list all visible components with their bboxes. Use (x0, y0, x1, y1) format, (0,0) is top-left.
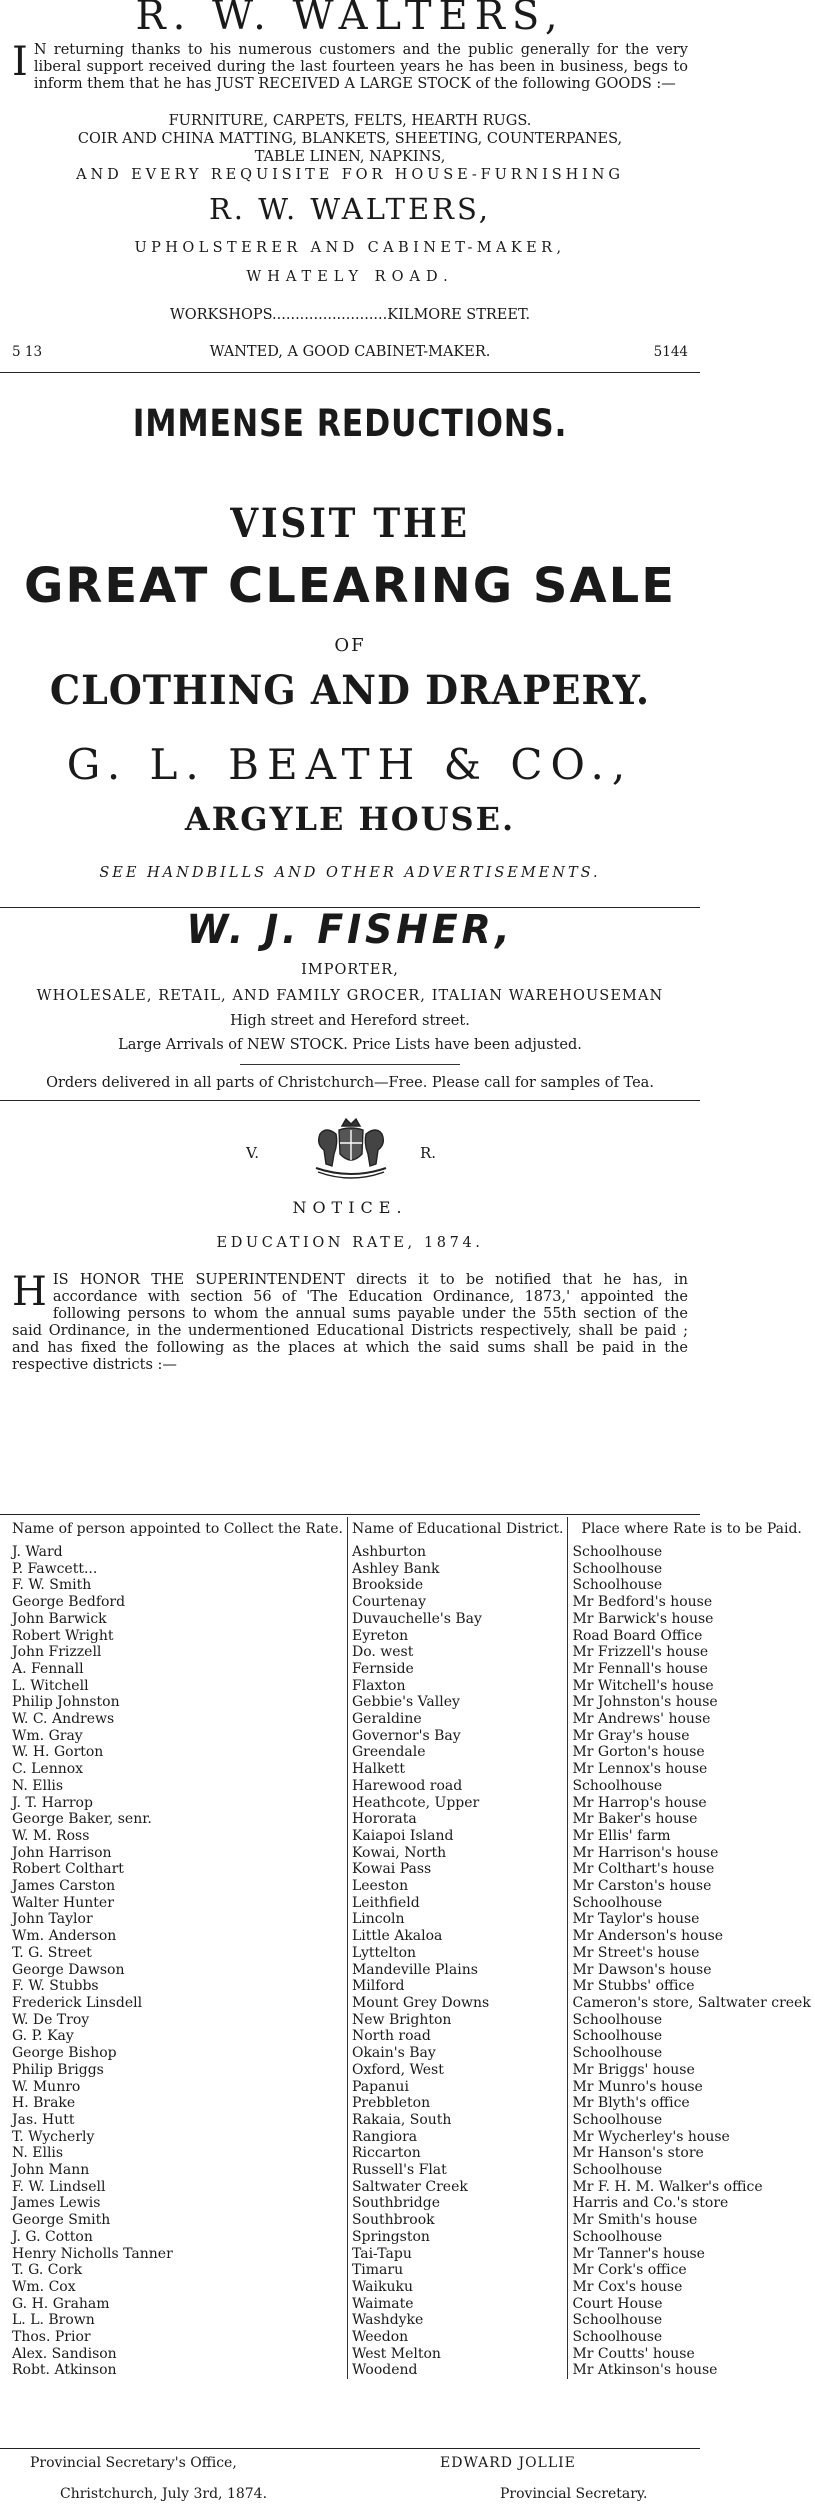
collector-name: Wm. Cox (12, 2278, 76, 2295)
table-row (8, 1694, 815, 1711)
table-row (8, 2346, 815, 2363)
collector-name: G. P. Kay (12, 2028, 74, 2045)
walters-intro-dropcap: I (12, 39, 28, 85)
payment-place: Mr Munro's house (568, 2079, 815, 2096)
district-name: Lyttelton (347, 1945, 567, 1962)
district-name: Hororata (347, 1811, 567, 1828)
district-name: Southbridge (347, 2195, 567, 2212)
table-row (8, 1644, 815, 1661)
notice-heading: NOTICE. (292, 1198, 408, 1217)
payment-place: Schoolhouse (568, 2045, 815, 2062)
beath-handbills: SEE HANDBILLS AND OTHER ADVERTISEMENTS. (99, 865, 601, 881)
royal-coat-of-arms-icon (306, 1114, 396, 1184)
walters-heading: R. W. WALTERS, (135, 0, 565, 39)
district-name: Riccarton (347, 2145, 567, 2162)
district-name: Milford (347, 1978, 567, 1995)
collector-name: Philip Johnston (12, 1694, 120, 1711)
table-row (8, 2246, 815, 2263)
district-name: Kaiapoi Island (347, 1828, 567, 1845)
collector-name: J. Ward (12, 1544, 63, 1560)
walters-intro-text: N returning thanks to his numerous customers and the public generally for the very liberal support received during the last fourteen years he has been in business, begs to inform them that he has JUST RECEIVED A LARGE STOCK of the following GOODS :— (33, 42, 688, 92)
table-row (8, 1628, 815, 1645)
fisher-address: High street and Hereford street. (230, 1013, 470, 1029)
collector-name: Henry Nicholls Tanner (12, 2245, 173, 2262)
table-row (8, 2312, 815, 2329)
collector-name: James Carston (12, 1878, 116, 1895)
fisher-importer: IMPORTER, (301, 962, 399, 978)
table-row (8, 1728, 815, 1745)
walters-goods-line-4: AND EVERY REQUISITE FOR HOUSE-FURNISHING (76, 167, 624, 183)
payment-place: Mr Fennall's house (568, 1661, 815, 1678)
payment-place: Mr Bedford's house (568, 1594, 815, 1611)
collector-name: John Frizzell (12, 1644, 102, 1661)
table-row (8, 2212, 815, 2229)
table-row (8, 1861, 815, 1878)
payment-place: Mr Frizzell's house (568, 1644, 815, 1661)
payment-place: Schoolhouse (568, 1544, 815, 1561)
district-name: Flaxton (347, 1678, 567, 1695)
district-name: Ashburton (347, 1544, 567, 1561)
district-name: North road (347, 2028, 567, 2045)
crest-letter-left: V. (246, 1144, 259, 1162)
collector-name: John Harrison (12, 1844, 112, 1861)
district-name: Tai-Tapu (347, 2246, 567, 2263)
payment-place: Mr Briggs' house (568, 2062, 815, 2079)
table-row (8, 2145, 815, 2162)
collector-name: L. Witchell (12, 1677, 89, 1694)
table-row (8, 2012, 815, 2029)
payment-place: Mr Cox's house (568, 2279, 815, 2296)
district-name: New Brighton (347, 2012, 567, 2029)
payment-place: Mr Harrison's house (568, 1845, 815, 1862)
collector-name: W. De Troy (12, 2011, 90, 2028)
collector-name: George Dawson (12, 1961, 125, 1978)
district-name: Mount Grey Downs (347, 1995, 567, 2012)
table-row (8, 2329, 815, 2346)
payment-place: Mr Stubbs' office (568, 1978, 815, 1995)
table-row (8, 2195, 815, 2212)
payment-place: Mr Anderson's house (568, 1928, 815, 1945)
table-row (8, 1945, 815, 1962)
collector-name: H. Brake (12, 2095, 76, 2112)
district-name: Russell's Flat (347, 2162, 567, 2179)
district-name: Lincoln (347, 1911, 567, 1928)
collector-name: T. G. Cork (12, 2262, 83, 2279)
district-name: Woodend (347, 2362, 567, 2379)
payment-place: Schoolhouse (568, 1895, 815, 1912)
payment-place: Mr Colthart's house (568, 1861, 815, 1878)
notice-title: EDUCATION RATE, 1874. (216, 1235, 484, 1251)
payment-place: Schoolhouse (568, 2012, 815, 2029)
table-row (8, 1878, 815, 1895)
payment-place: Mr Harrop's house (568, 1795, 815, 1812)
payment-place: Mr Smith's house (568, 2212, 815, 2229)
table-row (8, 2112, 815, 2129)
collector-name: James Lewis (12, 2195, 101, 2212)
district-name: Brookside (347, 1577, 567, 1594)
table-row (8, 1995, 815, 2012)
district-name: Leithfield (347, 1895, 567, 1912)
walters-trade: UPHOLSTERER AND CABINET-MAKER, (134, 240, 566, 256)
fisher-heading: W. J. FISHER, (186, 907, 514, 953)
district-name: Duvauchelle's Bay (347, 1611, 567, 1628)
beath-visit: VISIT THE (230, 500, 470, 547)
collector-name: F. W. Smith (12, 1577, 92, 1594)
table-row (8, 1544, 815, 1561)
payment-place: Schoolhouse (568, 2028, 815, 2045)
district-name: Eyreton (347, 1628, 567, 1645)
district-name: Springston (347, 2229, 567, 2246)
walters-address: WHATELY ROAD. (246, 269, 454, 285)
table-row (8, 1828, 815, 1845)
payment-place: Schoolhouse (568, 2162, 815, 2179)
district-name: Kowai Pass (347, 1861, 567, 1878)
table-row (8, 1744, 815, 1761)
district-name: Washdyke (347, 2312, 567, 2329)
walters-ref-left: 5 13 (12, 344, 43, 360)
payment-place: Schoolhouse (568, 2312, 815, 2329)
walters-goods-line-3: TABLE LINEN, NAPKINS, (254, 149, 446, 165)
rates-table-wrapper (8, 1517, 811, 2379)
table-row (8, 2179, 815, 2196)
fisher-trade: WHOLESALE, RETAIL, AND FAMILY GROCER, ITALIAN WAREHOUSEMAN (36, 988, 664, 1004)
walters-subheading: R. W. WALTERS, (208, 192, 492, 226)
table-row (8, 1594, 815, 1611)
collector-name: W. H. Gorton (12, 1744, 104, 1761)
district-name: Courtenay (347, 1594, 567, 1611)
table-row (8, 1895, 815, 1912)
district-name: Ashley Bank (347, 1561, 567, 1578)
payment-place: Mr Street's house (568, 1945, 815, 1962)
district-name: West Melton (347, 2346, 567, 2363)
district-name: Saltwater Creek (347, 2179, 567, 2196)
header-district: Name of Educational District. (347, 1517, 567, 1544)
collector-name: A. Fennall (12, 1660, 84, 1677)
payment-place: Mr Atkinson's house (568, 2362, 815, 2379)
collector-name: N. Ellis (12, 2145, 64, 2162)
district-name: Rakaia, South (347, 2112, 567, 2129)
payment-place: Mr Gorton's house (568, 1744, 815, 1761)
table-row (8, 1661, 815, 1678)
payment-place: Mr Coutts' house (568, 2346, 815, 2363)
payment-place: Mr Ellis' farm (568, 1828, 815, 1845)
rates-table-body (8, 1544, 815, 2379)
district-name: Leeston (347, 1878, 567, 1895)
table-row (8, 1678, 815, 1695)
district-name: Little Akaloa (347, 1928, 567, 1945)
table-row (8, 2296, 815, 2313)
table-row (8, 1611, 815, 1628)
collector-name: W. C. Andrews (12, 1711, 115, 1728)
notice-body-dropcap: H (12, 1269, 47, 1315)
fisher-orders: Orders delivered in all parts of Christchurch—Free. Please call for samples of Tea. (46, 1075, 654, 1091)
collector-name: J. T. Harrop (12, 1794, 93, 1811)
collector-name: Alex. Sandison (12, 2345, 117, 2362)
table-row (8, 2262, 815, 2279)
district-name: Harewood road (347, 1778, 567, 1795)
fisher-arrivals: Large Arrivals of NEW STOCK. Price Lists have been adjusted. (118, 1037, 582, 1053)
walters-goods-line-1: FURNITURE, CARPETS, FELTS, HEARTH RUGS. (168, 113, 532, 129)
divider (0, 1100, 700, 1101)
district-name: Kowai, North (347, 1845, 567, 1862)
footer-signatory: EDWARD JOLLIE (440, 2455, 576, 2471)
walters-ref-right: 5144 (653, 344, 688, 360)
table-row (8, 1978, 815, 1995)
district-name: Okain's Bay (347, 2045, 567, 2062)
payment-place: Harris and Co.'s store (568, 2195, 815, 2212)
payment-place: Mr Baker's house (568, 1811, 815, 1828)
payment-place: Schoolhouse (568, 1561, 815, 1578)
payment-place: Mr Gray's house (568, 1728, 815, 1745)
district-name: Weedon (347, 2329, 567, 2346)
beath-clothing: CLOTHING AND DRAPERY. (49, 667, 651, 714)
payment-place: Mr Barwick's house (568, 1611, 815, 1628)
header-place: Place where Rate is to be Paid. (568, 1517, 815, 1544)
table-row (8, 1561, 815, 1578)
collector-name: George Bedford (12, 1594, 126, 1611)
beath-sale: GREAT CLEARING SALE (24, 558, 676, 614)
collector-name: T. Wycherly (12, 2128, 95, 2145)
collector-name: Thos. Prior (12, 2329, 91, 2346)
collector-name: N. Ellis (12, 1777, 64, 1794)
district-name: Waikuku (347, 2279, 567, 2296)
district-name: Rangiora (347, 2129, 567, 2146)
district-name: Fernside (347, 1661, 567, 1678)
payment-place: Schoolhouse (568, 1577, 815, 1594)
district-name: Halkett (347, 1761, 567, 1778)
fisher-inner-rule (240, 1064, 460, 1065)
beath-headline: IMMENSE REDUCTIONS. (132, 402, 568, 445)
collector-name: W. M. Ross (12, 1827, 90, 1844)
notice-body (12, 1269, 688, 1374)
collector-name: Walter Hunter (12, 1894, 114, 1911)
table-row (8, 2362, 815, 2379)
table-row (8, 1962, 815, 1979)
district-name: Greendale (347, 1744, 567, 1761)
collector-name: F. W. Stubbs (12, 1978, 99, 1995)
table-row (8, 2162, 815, 2179)
collector-name: W. Munro (12, 2078, 81, 2095)
collector-name: John Mann (12, 2162, 90, 2179)
table-bottom-rule (0, 2448, 700, 2449)
collector-name: George Smith (12, 2212, 111, 2229)
payment-place: Schoolhouse (568, 2112, 815, 2129)
collector-name: George Baker, senr. (12, 1811, 152, 1828)
table-row (8, 1778, 815, 1795)
payment-place: Mr Johnston's house (568, 1694, 815, 1711)
payment-place: Schoolhouse (568, 2229, 815, 2246)
payment-place: Mr Wycherley's house (568, 2129, 815, 2146)
walters-workshops: WORKSHOPS.........................KILMORE STREET. (169, 307, 531, 323)
payment-place: Mr Lennox's house (568, 1761, 815, 1778)
notice-body-text: IS HONOR THE SUPERINTENDENT directs it to be notified that he has, in accordance with section 56 of 'The Education Ordinance, 1873,' appointed the following persons to whom the annual sums payable under the 55th section of the said Ordinance, in the undermentioned Educational Districts respectively, shall be paid ; and has fixed the following as the places at which the said sums shall be paid in the respective districts :— (12, 1272, 688, 1373)
collector-name: Frederick Linsdell (12, 1994, 143, 2011)
payment-place: Mr Taylor's house (568, 1911, 815, 1928)
district-name: Papanui (347, 2079, 567, 2096)
payment-place: Mr Andrews' house (568, 1711, 815, 1728)
district-name: Oxford, West (347, 2062, 567, 2079)
payment-place: Mr Dawson's house (568, 1962, 815, 1979)
table-row (8, 1928, 815, 1945)
district-name: Heathcote, Upper (347, 1795, 567, 1812)
district-name: Southbrook (347, 2212, 567, 2229)
beath-of: OF (334, 635, 366, 656)
table-row (8, 1811, 815, 1828)
crest-letter-right: R. (420, 1144, 437, 1162)
payment-place: Mr Cork's office (568, 2262, 815, 2279)
payment-place: Road Board Office (568, 1628, 815, 1645)
district-name: Prebbleton (347, 2095, 567, 2112)
collector-name: J. G. Cotton (12, 2228, 93, 2245)
payment-place: Cameron's store, Saltwater creek (568, 1995, 815, 2012)
payment-place: Mr Hanson's store (568, 2145, 815, 2162)
collector-name: C. Lennox (12, 1761, 84, 1778)
table-row (8, 1845, 815, 1862)
footer-office: Provincial Secretary's Office, (30, 2455, 237, 2471)
payment-place: Mr Carston's house (568, 1878, 815, 1895)
divider (0, 372, 700, 373)
collector-name: John Taylor (12, 1911, 93, 1928)
beath-company: G. L. BEATH & CO., (66, 740, 634, 789)
table-row (8, 1711, 815, 1728)
district-name: Do. west (347, 1644, 567, 1661)
table-row (8, 2229, 815, 2246)
payment-place: Mr Tanner's house (568, 2246, 815, 2263)
district-name: Mandeville Plains (347, 1962, 567, 1979)
collector-name: L. L. Brown (12, 2312, 95, 2329)
header-collector: Name of person appointed to Collect the Rate. (12, 1521, 343, 1537)
district-name: Geraldine (347, 1711, 567, 1728)
table-row (8, 2079, 815, 2096)
payment-place: Court House (568, 2296, 815, 2313)
payment-place: Mr Blyth's office (568, 2095, 815, 2112)
collector-name: Robert Colthart (12, 1861, 124, 1878)
collector-name: Wm. Gray (12, 1727, 83, 1744)
rates-table (8, 1517, 815, 2379)
table-row (8, 2062, 815, 2079)
table-row (8, 2095, 815, 2112)
table-row (8, 2045, 815, 2062)
table-top-rule (0, 1514, 700, 1515)
collector-name: Philip Briggs (12, 2061, 104, 2078)
collector-name: John Barwick (12, 1610, 107, 1627)
table-row (8, 1761, 815, 1778)
collector-name: G. H. Graham (12, 2295, 110, 2312)
table-row (8, 1795, 815, 1812)
collector-name: Wm. Anderson (12, 1928, 117, 1945)
collector-name: P. Fawcett... (12, 1560, 98, 1577)
collector-name: Robt. Atkinson (12, 2362, 117, 2379)
collector-name: F. W. Lindsell (12, 2178, 106, 2195)
payment-place: Mr F. H. M. Walker's office (568, 2179, 815, 2196)
footer-title: Provincial Secretary. (500, 2486, 648, 2502)
district-name: Governor's Bay (347, 1728, 567, 1745)
table-row (8, 2028, 815, 2045)
collector-name: George Bishop (12, 2045, 117, 2062)
district-name: Waimate (347, 2296, 567, 2313)
table-row (8, 2129, 815, 2146)
table-row (8, 1911, 815, 1928)
table-row (8, 1577, 815, 1594)
district-name: Timaru (347, 2262, 567, 2279)
collector-name: Robert Wright (12, 1627, 114, 1644)
payment-place: Schoolhouse (568, 2329, 815, 2346)
payment-place: Mr Witchell's house (568, 1678, 815, 1695)
walters-intro (12, 39, 688, 93)
footer-date: Christchurch, July 3rd, 1874. (60, 2486, 268, 2502)
collector-name: Jas. Hutt (12, 2111, 75, 2128)
collector-name: T. G. Street (12, 1944, 92, 1961)
walters-goods-line-2: COIR AND CHINA MATTING, BLANKETS, SHEETING, COUNTERPANES, (77, 131, 623, 147)
walters-wanted: WANTED, A GOOD CABINET-MAKER. (209, 344, 491, 360)
payment-place: Schoolhouse (568, 1778, 815, 1795)
table-row (8, 2279, 815, 2296)
beath-house: ARGYLE HOUSE. (184, 800, 516, 838)
district-name: Gebbie's Valley (347, 1694, 567, 1711)
